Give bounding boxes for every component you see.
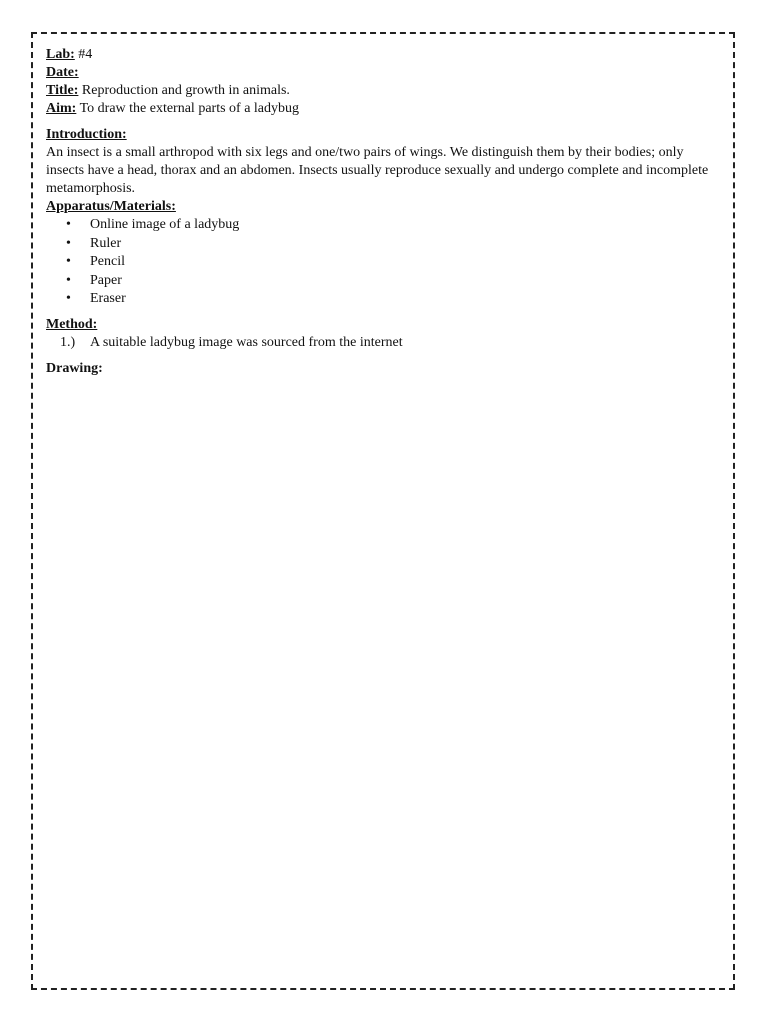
bullet-icon: • xyxy=(66,291,71,307)
apparatus-heading: Apparatus/Materials: xyxy=(46,199,176,214)
list-item-text: Eraser xyxy=(90,291,126,307)
bullet-icon: • xyxy=(66,235,71,251)
aim-line xyxy=(46,100,726,118)
list-item xyxy=(46,290,726,308)
aim-label: Aim: xyxy=(46,101,77,116)
list-item xyxy=(46,235,726,253)
method-step xyxy=(46,334,726,352)
date-line xyxy=(46,64,726,82)
lab-value: #4 xyxy=(78,47,93,62)
lab-line xyxy=(46,46,726,64)
list-item-text: Ruler xyxy=(90,235,122,251)
drawing-heading: Drawing: xyxy=(46,361,103,377)
bullet-icon: • xyxy=(66,272,71,288)
list-item-text: Paper xyxy=(90,272,122,288)
bullet-icon: • xyxy=(66,254,71,270)
list-item-text: Pencil xyxy=(90,254,125,270)
bullet-icon: • xyxy=(66,217,71,232)
method-heading: Method: xyxy=(46,317,98,333)
apparatus-list xyxy=(46,216,726,308)
aim-value: To draw the external parts of a ladybug xyxy=(79,101,300,116)
title-value: Reproduction and growth in animals. xyxy=(81,83,290,98)
list-item-text: Online image of a ladybug xyxy=(90,217,240,232)
title-line xyxy=(46,82,726,100)
list-item xyxy=(46,253,726,271)
lab-label: Lab: xyxy=(46,47,75,62)
date-label: Date: xyxy=(46,65,79,80)
title-label: Title: xyxy=(46,83,79,98)
introduction-heading: Introduction: xyxy=(46,127,127,142)
lab-report xyxy=(46,46,726,378)
list-item xyxy=(46,272,726,290)
step-number: 1.) xyxy=(60,335,76,351)
list-item xyxy=(46,216,726,234)
introduction-text: An insect is a small arthropod with six legs and one/two pairs of wings. We distinguish them by their bodies; only insects have a head, thorax and an abdomen. Insects usually reproduce sexually and undergo complete and incomplete metamorphosis. xyxy=(46,145,709,196)
method-steps xyxy=(46,334,726,352)
step-text: A suitable ladybug image was sourced from the internet xyxy=(90,335,403,351)
